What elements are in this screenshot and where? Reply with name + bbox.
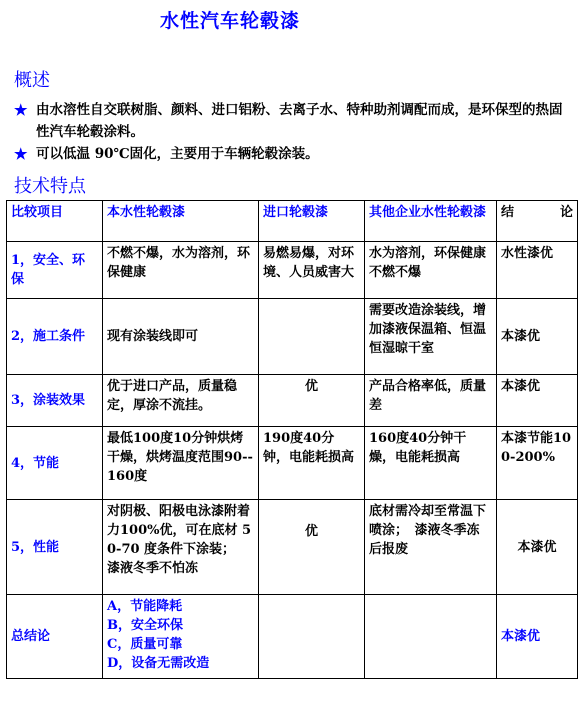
row-others: 底材需冷却至常温下喷涂； 漆液冬季冻后报废 <box>365 500 497 595</box>
row-imported: 优 <box>259 375 365 427</box>
bullet-item <box>14 99 574 143</box>
row-conclusion: 本漆优 <box>497 595 578 679</box>
header-item: 比较项目 <box>7 201 103 242</box>
row-item: 总结论 <box>7 595 103 679</box>
row-ours: 优于进口产品，质量稳定，厚涂不流挂。 <box>103 375 259 427</box>
summary-point: D，设备无需改造 <box>107 656 210 671</box>
summary-point: C，质量可靠 <box>107 637 183 652</box>
row-others: 160度40分钟干燥，电能耗损高 <box>365 427 497 500</box>
summary-point: A，节能降耗 <box>107 599 183 614</box>
bullet-text: 可以低温 90℃固化，主要用于车辆轮毂涂装。 <box>36 146 319 162</box>
header-others: 其他企业水性轮毂漆 <box>365 201 497 242</box>
row-ours: 最低100度10分钟烘烤干燥，烘烤温度范围90--160度 <box>103 427 259 500</box>
header-ours: 本水性轮毂漆 <box>103 201 259 242</box>
row-ours: 不燃不爆，水为溶剂，环保健康 <box>103 242 259 299</box>
document-title: 水性汽车轮毂漆 <box>160 10 301 32</box>
row-imported: 优 <box>259 500 365 595</box>
header-conclusion <box>497 201 578 242</box>
table-row <box>7 427 578 500</box>
star-icon: ★ <box>14 101 28 119</box>
header-conclusion-part: 论 <box>559 205 573 220</box>
row-imported: 易燃易爆，对环境、人员威害大 <box>259 242 365 299</box>
row-others: 产品合格率低，质量差 <box>365 375 497 427</box>
row-conclusion: 本漆优 <box>497 299 578 375</box>
bullet-text: 由水溶性自交联树脂、颜料、进口铝粉、去离子水、特种助剂调配而成，是环保型的热固性汽车轮毂涂料。 <box>36 102 563 140</box>
row-conclusion: 本漆节能100-200% <box>497 427 578 500</box>
row-others <box>365 595 497 679</box>
table-row <box>7 242 578 299</box>
row-conclusion: 本漆优 <box>497 375 578 427</box>
row-others: 水为溶剂，环保健康不燃不爆 <box>365 242 497 299</box>
summary-point: B，安全环保 <box>107 618 183 633</box>
row-item: 4，节能 <box>7 427 103 500</box>
table-row <box>7 375 578 427</box>
table-row <box>7 500 578 595</box>
row-item: 2，施工条件 <box>7 299 103 375</box>
row-item: 3，涂装效果 <box>7 375 103 427</box>
star-icon: ★ <box>14 145 28 163</box>
row-conclusion: 本漆优 <box>497 500 578 595</box>
overview-heading: 概述 <box>14 70 50 91</box>
row-item: 5，性能 <box>7 500 103 595</box>
row-ours: 现有涂装线即可 <box>103 299 259 375</box>
row-imported <box>259 299 365 375</box>
header-imported: 进口轮毂漆 <box>259 201 365 242</box>
row-imported: 190度40分钟，电能耗损高 <box>259 427 365 500</box>
bullet-item <box>14 143 574 165</box>
overview-bullets <box>14 99 574 165</box>
row-conclusion: 水性漆优 <box>497 242 578 299</box>
row-ours-list <box>103 595 259 679</box>
row-imported <box>259 595 365 679</box>
row-ours: 对阴极、阳极电泳漆附着力100%优，可在底材 50-70 度条件下涂装； 漆液冬季不怕冻 <box>103 500 259 595</box>
comparison-table <box>6 200 578 679</box>
row-others: 需要改造涂装线，增加漆液保温箱、恒温恒湿晾干室 <box>365 299 497 375</box>
row-item: 1，安全、环保 <box>7 242 103 299</box>
features-heading: 技术特点 <box>14 176 86 197</box>
header-conclusion-part: 结 <box>501 205 515 220</box>
table-row-summary <box>7 595 578 679</box>
table-row <box>7 299 578 375</box>
table-header-row <box>7 201 578 242</box>
